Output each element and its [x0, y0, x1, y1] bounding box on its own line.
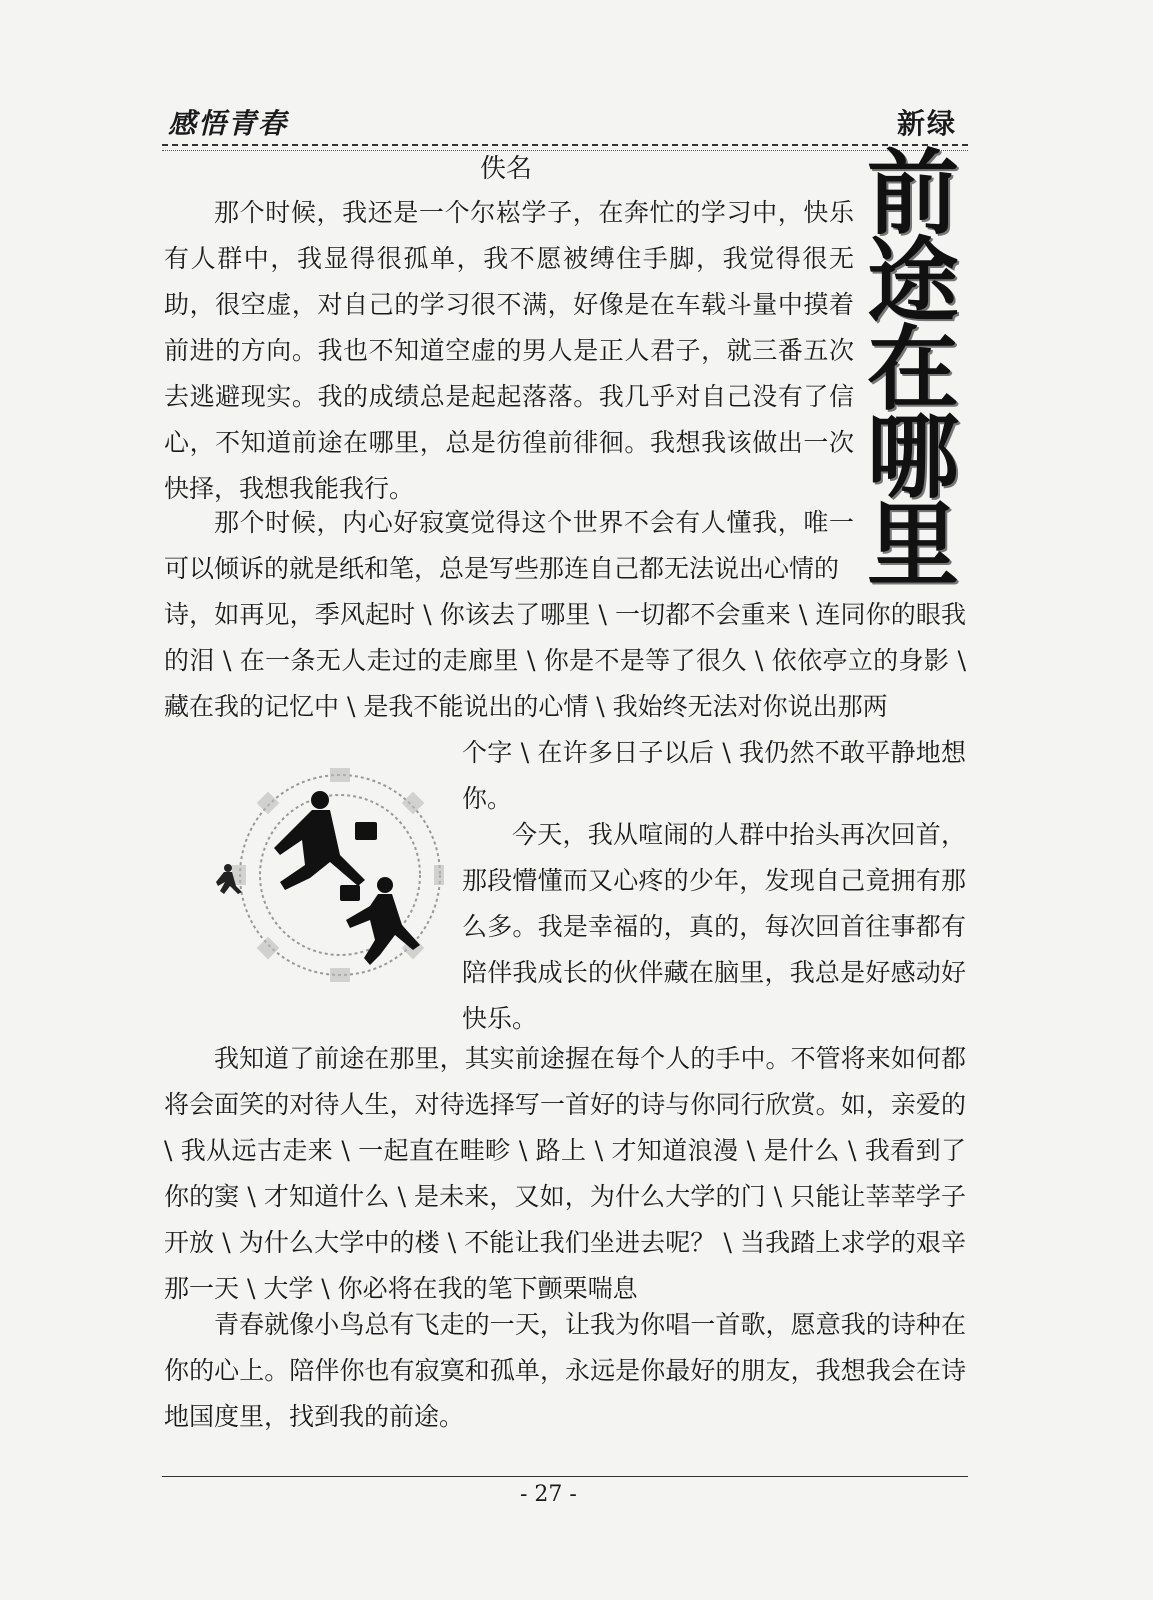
businessman-figure: [274, 791, 377, 890]
title-char: 哪: [866, 404, 959, 511]
title-char: 途: [866, 228, 959, 335]
title-char: 在: [866, 316, 959, 423]
article-author: 佚名: [480, 154, 533, 184]
header-divider: [162, 144, 968, 146]
title-char: 前: [866, 140, 959, 247]
header-divider-dotted: [162, 150, 968, 151]
paragraph-3: 今天，我从喧闹的人群中抬头再次回首，那段懵懂而又心疼的少年，发现自己竟拥有那么多。我是幸福的，真的，每次回首往事都有陪伴我成长的伙伴藏在脑里，我总是好感动好快乐。: [462, 820, 966, 1033]
paragraph-5: 青春就像小鸟总有飞走的一天，让我为你唱一首歌，愿意我的诗种在你的心上。陪伴你也有寂寞和孤单，永远是你最好的朋友，我想我会在诗地国度里，找到我的前途。: [164, 1310, 966, 1431]
paragraph-4: 我知道了前途在那里，其实前途握在每个人的手中。不管将来如何都将会面笑的对待人生，对待选择写一首好的诗与你同行欣赏。如，亲爱的 \ 我从远古走来 \ 一起直在畦畛 \ 路上 \ 才知道浪漫 \ 是什么 \ 我看到了你的窦 \ 才知道什么 \ 是未来，又如，为什么大学的门 \ 只能让莘莘学子开放 \ 为什么大学中的楼 \ 不能让我们坐进去呢？ \ 当我踏上求学的艰辛那一天 \ 大学 \ 你必将在我的笔下颤栗喘息: [164, 1044, 966, 1303]
article-title: [858, 140, 968, 599]
paragraph-1: 那个时候，我还是一个尔崧学子，在奔忙的学习中，快乐有人群中，我显得很孤单，我不愿被缚住手脚，我觉得很无助，很空虚，对自己的学习很不满，好像是在车载斗量中摸着前进的方向。我也不知道空虚的男人是正人君子，就三番五次去逃避现实。我的成绩总是起起落落。我几乎对自己没有了信心，不知道前途在哪里，总是彷徨前徘徊。我想我该做出一次快择，我想我能我行。: [164, 198, 854, 503]
paragraph-2: 那个时候，内心好寂寞觉得这个世界不会有人懂我，唯一可以倾诉的就是纸和笔，总是写些那连自己都无法说出心情的: [164, 508, 854, 583]
running-businessmen-illustration: [190, 760, 445, 990]
header-section-title: 感悟青春: [168, 107, 289, 140]
footer-divider: [162, 1476, 968, 1477]
page-number: - 27 -: [520, 1482, 577, 1507]
header-column-name: 新绿: [896, 107, 957, 140]
paragraph-2-poem-end: 个字 \ 在许多日子以后 \ 我仍然不敢平静地想你。: [462, 738, 966, 813]
paragraph-2-poem: 诗，如再见，季风起时 \ 你该去了哪里 \ 一切都不会重来 \ 连同你的眼我的泪 \ 在一条无人走过的走廊里 \ 你是不是等了很久 \ 依依亭立的身影 \ 藏在我的记忆中 \ 是我不能说出的心情 \ 我始终无法对你说出那两: [164, 600, 966, 721]
title-char: 里: [866, 492, 959, 599]
